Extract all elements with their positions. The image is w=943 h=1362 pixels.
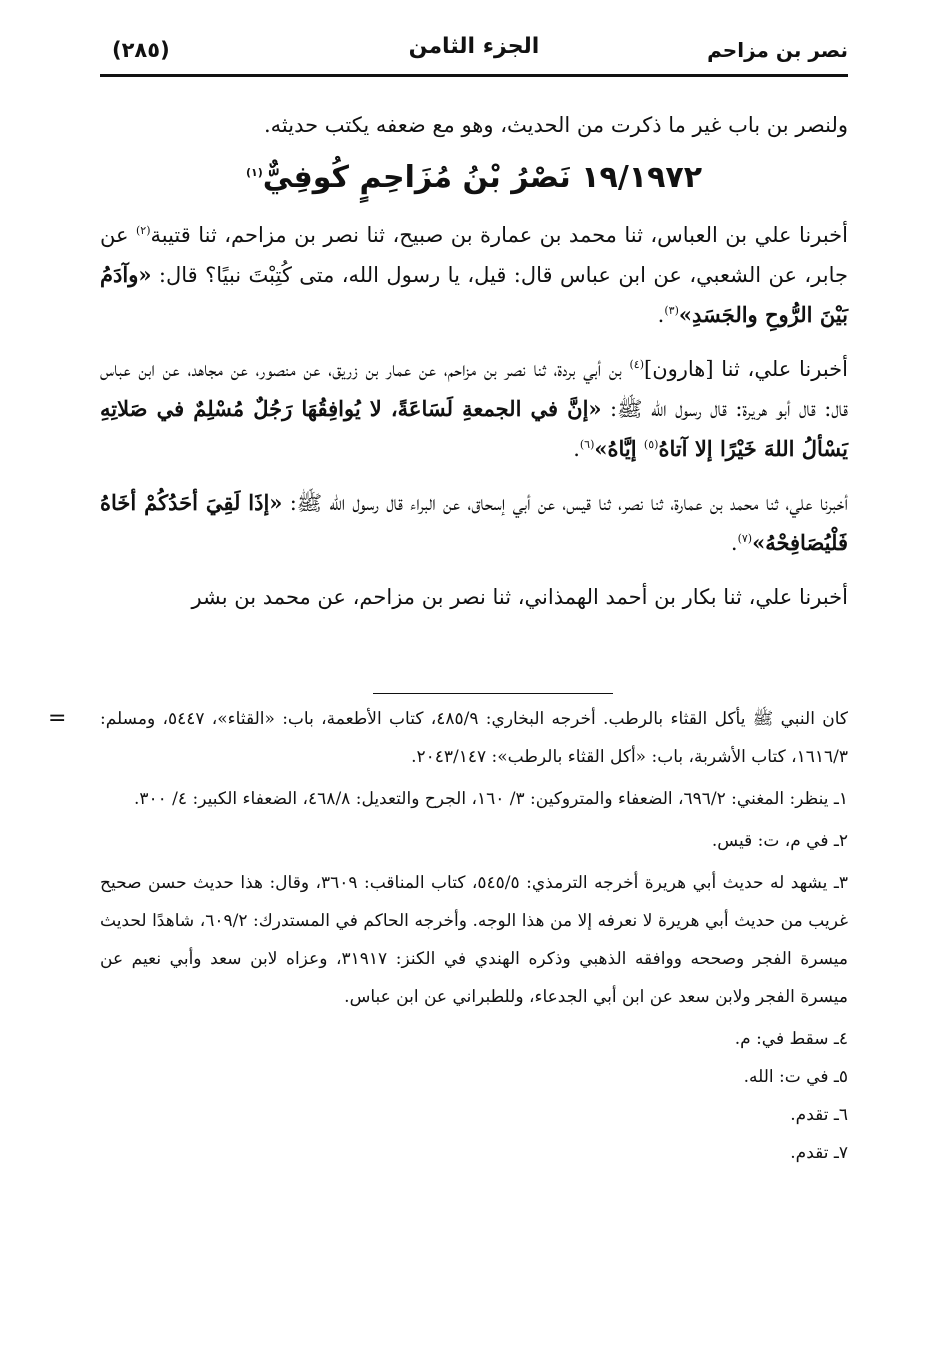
footnote-ref: (٣) (664, 304, 679, 317)
footnote-3: ٣ـ يشهد له حديث أبي هريرة أخرجه الترمذي: ٥٤٥/٥، كتاب المناقب: ٣٦٠٩، وقال: هذا حديث حسن صحيح غريب من حديث أبي هريرة لا نعرفه إلا من هذا الوجه. وأخرجه الحاكم في المستدرك: ٦٠٩/٢، شاهدًا لحديث ميسرة الفجر وصححه ووافقه الذهبي وذكره الهندي في الكنز: ٣١٩١٧، وعزاه لابن سعد وأبي نعيم عن ميسرة الفجر ولابن سعد عن ابن أبي الجدعاء، وللطبراني عن ابن عباس. (100, 873, 848, 1007)
hadith-quote-end: إيَّاهُ» (594, 436, 644, 461)
running-header-author: نصر بن مزاحم (707, 38, 848, 62)
para2-text-cont: بن أبي بردة، ثنا نصر بن مزاحم، عن عمار بن زريق، عن منصور، عن مجاهد، عن ابن عباس قال: قال أبو هريرة: قال رسول الله ﷺ: (100, 357, 849, 421)
main-text (100, 105, 848, 631)
footnote-ref: (٢) (135, 224, 151, 237)
entry-title (100, 153, 848, 203)
footnote-5: ٥ـ في ت: الله. (743, 1067, 848, 1087)
footnote-1: ١ـ ينظر: المغني: ٦٩٦/٢، الضعفاء والمتروكين: ٣/ ١٦٠، الجرح والتعديل: ٤٦٨/٨، الضعفاء الكبير: ٤/ ٣٠٠. (133, 789, 848, 809)
para3-text: أخبرنا علي، ثنا محمد بن عمارة، ثنا نصر، ثنا قيس، عن أبي إسحاق، عن البراء قال رسول الله ﷺ: (282, 491, 848, 515)
continuation-mark: = (48, 706, 67, 731)
running-header-volume: الجزء الثامن (408, 34, 540, 59)
footnote-6: ٦ـ تقدم. (790, 1105, 848, 1125)
intro-paragraph (100, 105, 848, 145)
footnote-ref: (٥) (643, 438, 659, 451)
footnote-2: ٢ـ في م، ت: قيس. (711, 831, 848, 851)
footnote-ref: (٤) (629, 358, 644, 371)
footnote-continuation: كان النبي ﷺ يأكل القثاء بالرطب. أخرجه البخاري: ٤٨٥/٩، كتاب الأطعمة، باب: «القثاء»، ٥٤٤٧، ومسلم: ١٦١٦/٣، كتاب الأشربة، باب: «أكل القثاء بالرطب»: ٢٠٤٣/١٤٧. (100, 709, 848, 767)
footnote-ref: (٦) (579, 438, 595, 451)
hadith-paragraph-3 (100, 483, 848, 563)
hadith-quote: «وآدَمُ بَيْنَ الرُّوحِ والجَسَدِ» (100, 262, 848, 327)
intro-text: ولنصر بن باب غير ما ذكرت من الحديث، وهو مع ضعفه يكتب حديثه. (263, 113, 848, 137)
para3-end: . (730, 531, 738, 555)
para2-end: . (573, 437, 580, 461)
para2-text: أخبرنا علي، ثنا [هارون] (644, 357, 848, 381)
footnote-rule (373, 693, 613, 694)
hadith-paragraph-1 (100, 215, 848, 335)
running-header (100, 30, 848, 70)
hadith-quote: «إذَا لَقِيَ أحَدُكُمْ أخَاهُ فَلْيُصَافِحْهُ» (100, 490, 848, 555)
page-number: (٢٨٥) (112, 38, 170, 62)
footnote-ref: (٧) (737, 532, 753, 545)
footnote-7: ٧ـ تقدم. (790, 1143, 848, 1163)
header-rule (100, 74, 848, 77)
footnote-ref: (١) (245, 166, 263, 179)
para1-end: . (657, 303, 665, 327)
para1-text-cont: عن جابر، عن الشعبي، عن ابن عباس قال: قيل، يا رسول الله، متى كُتِبْتَ نبيًا؟ قال: (100, 223, 848, 287)
footnotes (100, 700, 848, 1172)
footnote-4: ٤ـ سقط في: م. (734, 1029, 848, 1049)
para4-text: أخبرنا علي، ثنا بكار بن أحمد الهمذاني، ثنا نصر بن مزاحم، عن محمد بن بشر (191, 585, 848, 609)
hadith-paragraph-2 (100, 349, 848, 469)
hadith-paragraph-4 (100, 577, 848, 617)
hadith-quote: «إنَّ في الجمعةِ لَسَاعَةً، لا يُوافِقُهَا رَجُلٌ مُسْلِمٌ في صَلاتِهِ يَسْألُ اللهَ خَيْرًا إلا آتاهُ (100, 396, 848, 461)
entry-title-text: ١٩/١٩٧٢ نَصْرُ بْنُ مُزَاحِمٍ كُوفِيٌّ (262, 160, 703, 195)
para1-text: أخبرنا علي بن العباس، ثنا محمد بن عمارة بن صبيح، ثنا نصر بن مزاحم، ثنا قتيبة (150, 223, 848, 247)
